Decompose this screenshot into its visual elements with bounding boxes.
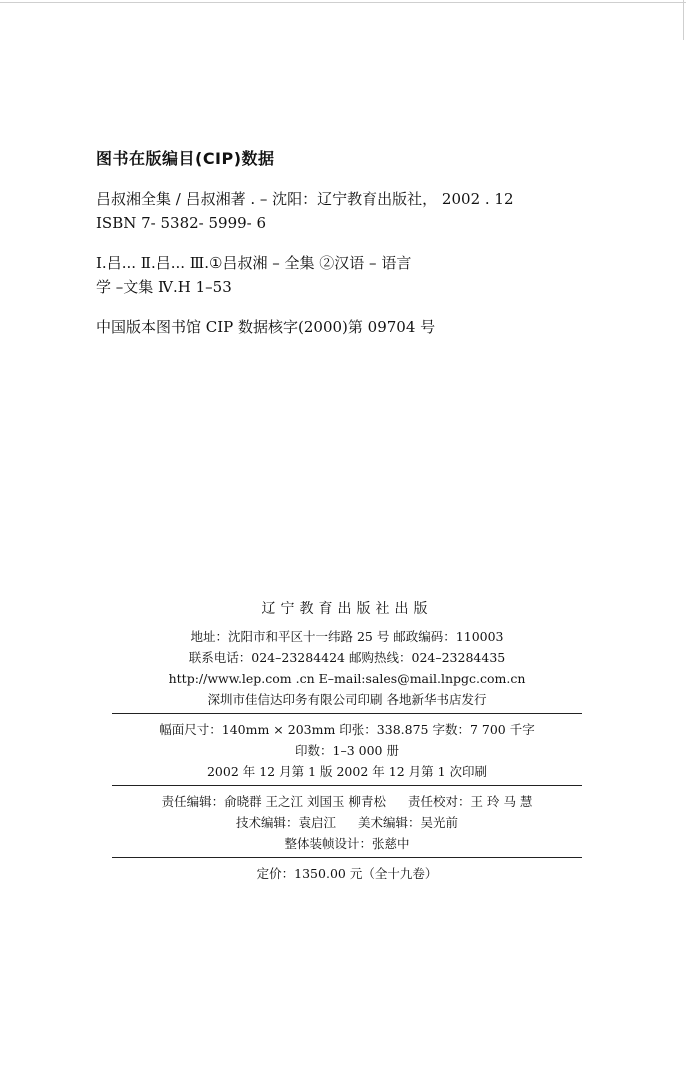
divider-3 [112, 857, 582, 858]
cip-isbn: ISBN 7- 5382- 5999- 6 [96, 214, 267, 232]
proofreaders: 责任校对：王 玲 马 慧 [408, 794, 533, 809]
publisher-phone: 联系电话：024–23284424 邮购热线：024–23284435 [188, 650, 506, 665]
cip-classification-1: Ⅰ.吕... Ⅱ.吕... Ⅲ.①吕叔湘 – 全集 ②汉语 – 语言 [96, 254, 412, 272]
cip-book-info: 吕叔湘全集 / 吕叔湘著 . – 沈阳：辽宁教育出版社， 2002 . 12 [96, 190, 514, 208]
publisher-name: 辽宁教育出版社出版 [261, 601, 433, 617]
staff-line-2 [112, 812, 582, 833]
price: 定价：1350.00 元（全十九卷） [256, 866, 438, 881]
edition-info: 2002 年 12 月第 1 版 2002 年 12 月第 1 次印刷 [206, 764, 488, 779]
responsible-editors: 责任编辑：俞晓群 王之江 刘国玉 柳青松 [161, 794, 386, 809]
cover-design: 整体装帧设计：张慈中 [284, 836, 410, 851]
staff-line-1 [112, 791, 582, 812]
printer-info: 深圳市佳信达印务有限公司印刷 各地新华书店发行 [207, 692, 487, 707]
cip-title: 图书在版编目(CIP)数据 [96, 149, 275, 168]
publisher-web: http://www.lep.com .cn E–mail:sales@mail.lnpgc.com.cn [168, 671, 526, 686]
print-run: 印数：1–3 000 册 [295, 743, 399, 758]
divider-2 [112, 785, 582, 786]
cip-data-block [96, 146, 596, 339]
page-edge-right [683, 0, 684, 40]
technical-editor: 技术编辑：袁启江 [235, 815, 336, 830]
cip-record-number: 中国版本图书馆 CIP 数据核字(2000)第 09704 号 [96, 318, 436, 336]
divider-1 [112, 713, 582, 714]
page-edge-top [0, 2, 686, 3]
art-editor: 美术编辑：吴光前 [358, 815, 459, 830]
publisher-address: 地址：沈阳市和平区十一纬路 25 号 邮政编码：110003 [190, 629, 504, 644]
cip-classification-2: 学 –文集 Ⅳ.H 1–53 [96, 278, 232, 296]
publisher-info-block [112, 598, 582, 884]
format-info: 幅面尺寸：140mm × 203mm 印张：338.875 字数：7 700 千字 [159, 722, 535, 737]
